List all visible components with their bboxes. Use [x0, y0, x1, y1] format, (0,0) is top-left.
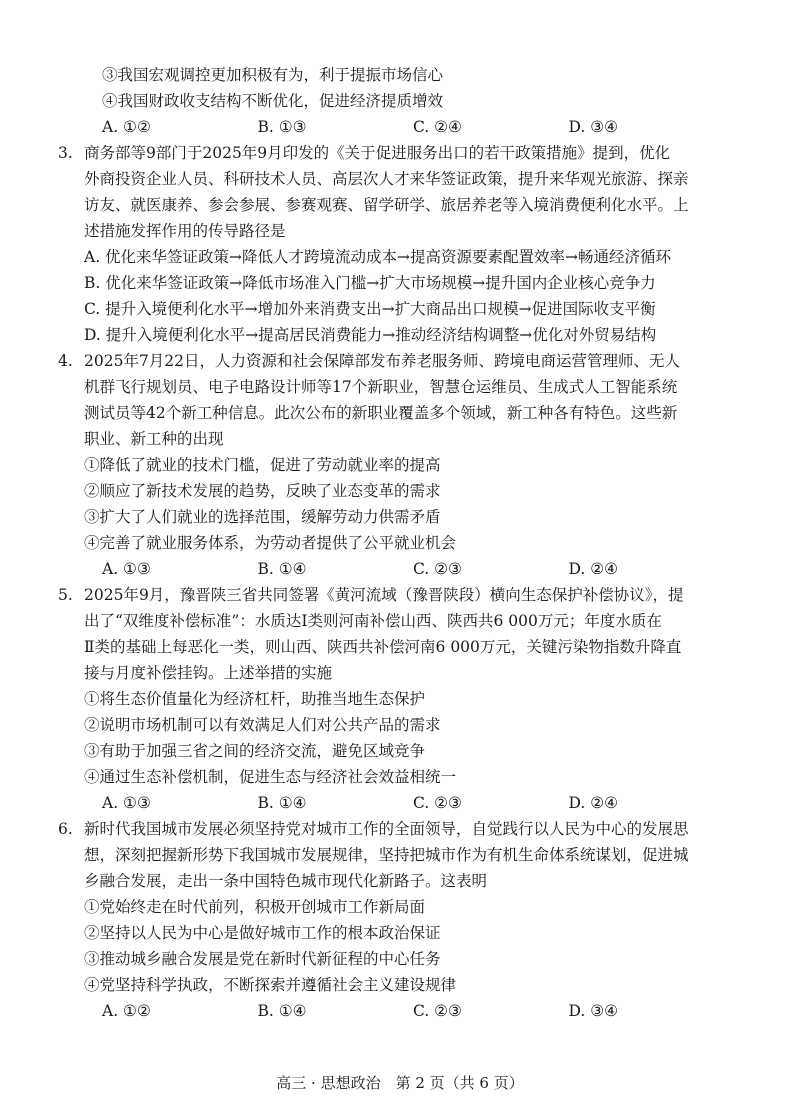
option-d: D. 提升入境便利化水平→提高居民消费能力→推动经济结构调整→优化对外贸易结构: [84, 326, 657, 344]
question-stem-line: 外商投资企业人员、科研技术人员、高层次人才来华签证政策，提升来华观光旅游、探亲: [84, 170, 689, 188]
question-3: [58, 140, 724, 348]
statement-line: ②说明市场机制可以有效满足人们对公共产品的需求: [84, 716, 441, 734]
question-stem-line: 测试员等42个新工种信息。此次公布的新职业覆盖多个领域，新工种各有特色。这些新: [84, 404, 678, 422]
option-a: A. 优化来华签证政策→降低人才跨境流动成本→提高资源要素配置效率→畅通经济循环: [84, 248, 672, 266]
statement-line: ④完善了就业服务体系，为劳动者提供了公平就业机会: [84, 534, 457, 552]
page-footer: 高三 · 思想政治 第 2 页（共 6 页）: [276, 1074, 524, 1092]
choice-b: B. ①④: [257, 794, 307, 812]
answer-choices: [84, 114, 724, 140]
question-number: 3.: [58, 144, 73, 162]
choice-d: D. ②④: [568, 560, 619, 578]
statement-line: ②坚持以人民为中心是做好城市工作的根本政治保证: [84, 924, 441, 942]
previous-question-tail: [84, 62, 724, 140]
question-stem-line: 访友、就医康养、参会参展、参赛观赛、留学研学、旅居养老等入境消费便利化水平。上: [84, 196, 689, 214]
choice-c: C. ②③: [413, 1002, 462, 1020]
question-stem-line: 5. 2025年9月，豫晋陕三省共同签署《黄河流域（豫晋陕段）横向生态保护补偿协议》，提: [84, 582, 724, 608]
option-c: C. 提升入境便利化水平→增加外来消费支出→扩大商品出口规模→促进国际收支平衡: [84, 300, 656, 318]
statement-line: ①将生态价值量化为经济杠杆，助推当地生态保护: [84, 690, 426, 708]
question-number: 4.: [58, 352, 73, 370]
question-stem-line: 机群飞行规划员、电子电路设计师等17个新职业，智慧仓运维员、生成式人工智能系统: [84, 378, 678, 396]
choice-b: B. ①④: [257, 560, 307, 578]
choice-a: A. ①③: [102, 794, 151, 812]
question-stem-line: 乡融合发展，走出一条中国特色城市现代化新路子。这表明: [84, 872, 488, 890]
choice-a: A. ①②: [102, 118, 151, 136]
choice-c: C. ②③: [413, 560, 462, 578]
statement-line: ④党坚持科学执政，不断探索并遵循社会主义建设规律: [84, 976, 457, 994]
option-b: B. 优化来华签证政策→降低市场准入门槛→扩大市场规模→提升国内企业核心竞争力: [84, 274, 656, 292]
question-stem-line: 4. 2025年7月22日，人力资源和社会保障部发布养老服务师、跨境电商运营管理师、无人: [84, 348, 724, 374]
choice-a: A. ①③: [102, 560, 151, 578]
statement-line: ③我国宏观调控更加积极有为，利于提振市场信心: [102, 66, 444, 84]
statement-line: ③推动城乡融合发展是党在新时代新征程的中心任务: [84, 950, 441, 968]
question-4: [58, 348, 724, 582]
question-6: [58, 816, 724, 1024]
choice-d: D. ②④: [568, 794, 619, 812]
question-stem-line: 想，深刻把握新形势下我国城市发展规律，坚持把城市作为有机生命体系统谋划，促进城: [84, 846, 689, 864]
statement-line: ③扩大了人们就业的选择范围，缓解劳动力供需矛盾: [84, 508, 441, 526]
choice-d: D. ③④: [568, 1002, 619, 1020]
choice-c: C. ②③: [413, 794, 462, 812]
question-stem-line: Ⅱ类的基础上每恶化一类，则山西、陕西共补偿河南6 000万元，关键污染物指数升降直: [84, 638, 682, 656]
page-content: [58, 62, 724, 1024]
answer-choices: [84, 556, 724, 582]
statement-line: ①党始终走在时代前列，积极开创城市工作新局面: [84, 898, 426, 916]
statement-line: ①降低了就业的技术门槛，促进了劳动就业率的提高: [84, 456, 441, 474]
choice-a: A. ①②: [102, 1002, 151, 1020]
statement-line: ③有助于加强三省之间的经济交流，避免区域竞争: [84, 742, 426, 760]
statement-line: ④通过生态补偿机制，促进生态与经济社会效益相统一: [84, 768, 457, 786]
choice-b: B. ①③: [257, 118, 307, 136]
question-stem-line: 接与月度补偿挂钩。上述举措的实施: [84, 664, 333, 682]
question-stem-line: 6. 新时代我国城市发展必须坚持党对城市工作的全面领导，自觉践行以人民为中心的发展思: [84, 816, 724, 842]
question-number: 6.: [58, 820, 73, 838]
question-number: 5.: [58, 586, 73, 604]
question-stem-line: 述措施发挥作用的传导路径是: [84, 222, 286, 240]
choice-b: B. ①④: [257, 1002, 307, 1020]
question-stem-line: 职业、新工种的出现: [84, 430, 224, 448]
choice-d: D. ③④: [568, 118, 619, 136]
statement-line: ④我国财政收支结构不断优化，促进经济提质增效: [102, 92, 444, 110]
answer-choices: [84, 998, 724, 1024]
statement-line: ②顺应了新技术发展的趋势，反映了业态变革的需求: [84, 482, 441, 500]
choice-c: C. ②④: [413, 118, 462, 136]
answer-choices: [84, 790, 724, 816]
question-stem-line: 3. 商务部等9部门于2025年9月印发的《关于促进服务出口的若干政策措施》提到，优化: [84, 140, 724, 166]
question-stem-line: 出了“双维度补偿标准”：水质达Ⅰ类则河南补偿山西、陕西共6 000万元；年度水质在: [84, 612, 662, 630]
question-5: [58, 582, 724, 816]
